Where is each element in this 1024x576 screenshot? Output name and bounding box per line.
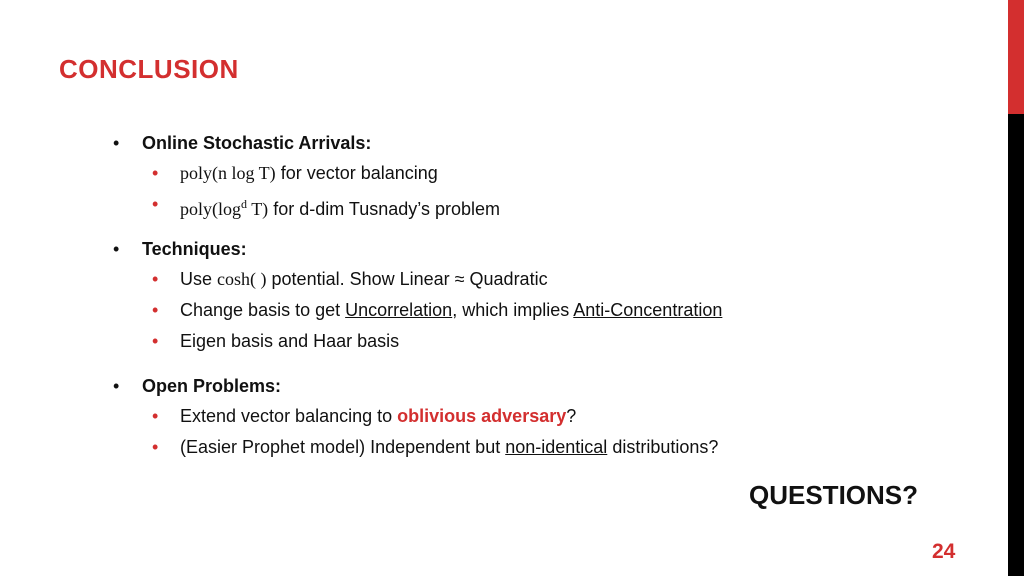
list-item: • (Easier Prophet model) Independent but non-identical distributions? <box>113 432 973 463</box>
bullet-icon: • <box>113 239 120 259</box>
list-item: • Eigen basis and Haar basis <box>113 326 973 357</box>
slide-title: CONCLUSION <box>59 54 239 84</box>
section-heading: Techniques: <box>142 239 247 259</box>
item-text: for vector balancing <box>280 163 438 183</box>
sub-bullet-icon: • <box>152 406 159 426</box>
non-identical-link[interactable]: non-identical <box>505 437 608 457</box>
list-item: • Use cosh( ) potential. Show Linear ≈ Quadratic <box>113 264 973 295</box>
sidebar-red-strip <box>1008 0 1024 114</box>
math-expression: cosh( ) <box>217 269 267 289</box>
list-item <box>113 189 973 220</box>
list-item <box>113 158 973 189</box>
questions-label: QUESTIONS? <box>749 480 919 510</box>
sub-bullet-icon: • <box>152 163 159 183</box>
math-expression: poly(n log T) <box>180 163 276 183</box>
sub-bullet-icon: • <box>152 269 159 289</box>
page-number: 24 <box>932 540 956 563</box>
section-heading: Open Problems: <box>142 376 282 396</box>
sub-bullet-icon: • <box>152 300 159 320</box>
bullet-icon: • <box>113 133 120 153</box>
sub-bullet-icon: • <box>152 437 159 457</box>
item-text: for d-dim Tusnady’s problem <box>273 199 500 219</box>
list-item: • Change basis to get Uncorrelation, which implies Anti-Concentration <box>113 295 973 326</box>
sub-bullet-icon: • <box>152 194 159 214</box>
list-item: • Extend vector balancing to oblivious adversary? <box>113 401 973 432</box>
highlight-text: oblivious adversary <box>397 406 567 426</box>
sub-bullet-icon: • <box>152 331 159 351</box>
section-techniques <box>113 234 973 264</box>
section-heading: Online Stochastic Arrivals: <box>142 133 372 153</box>
section-online-stochastic-arrivals <box>113 128 973 158</box>
bullet-list <box>113 128 973 463</box>
math-expression: $poly(\log^d$ T) <box>180 197 269 219</box>
uncorrelation-link[interactable]: Uncorrelation <box>345 300 453 320</box>
bullet-icon: • <box>113 376 120 396</box>
anti-concentration-link[interactable]: Anti-Concentration <box>573 300 723 320</box>
section-open-problems <box>113 371 973 401</box>
